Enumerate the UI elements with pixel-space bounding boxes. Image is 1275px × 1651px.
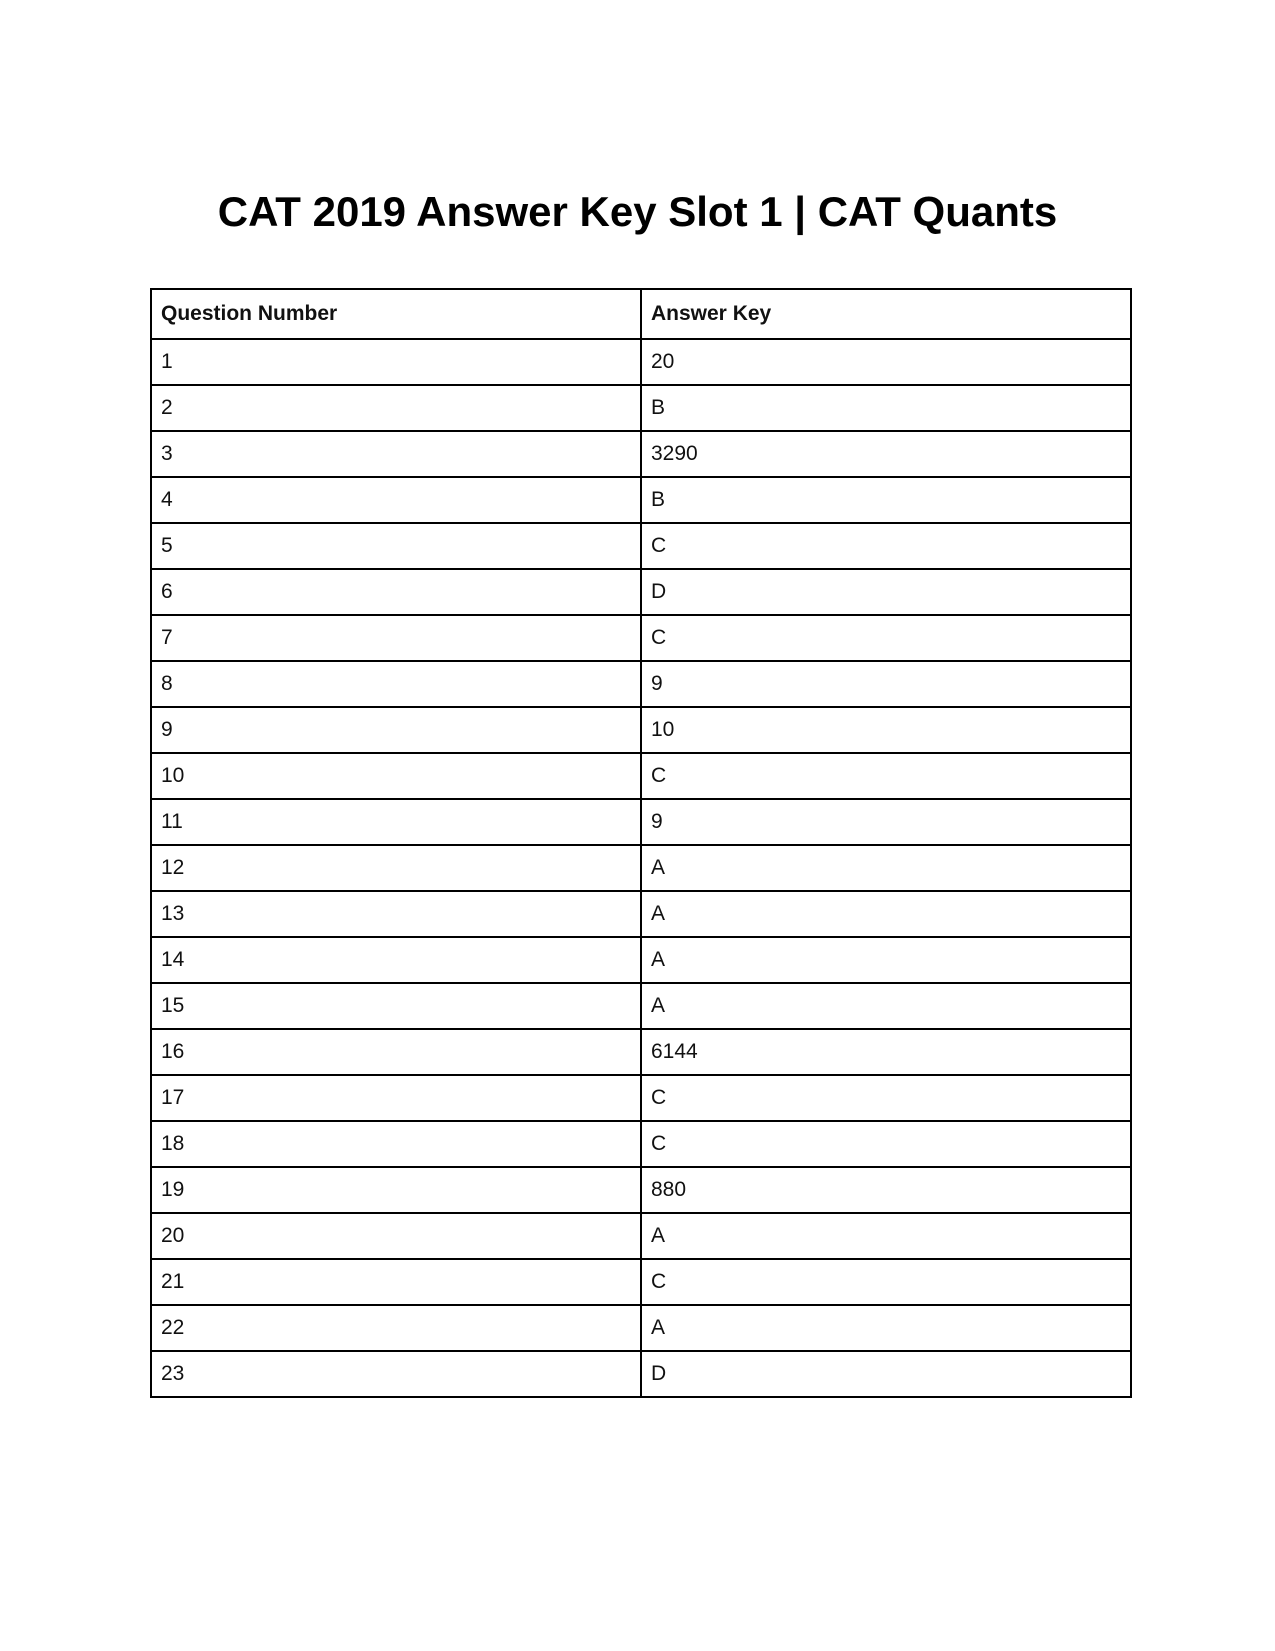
table-row (151, 385, 1131, 431)
question-number-cell: 11 (151, 799, 641, 845)
answer-key-cell: 9 (641, 799, 1131, 845)
table-row (151, 1213, 1131, 1259)
table-row (151, 1305, 1131, 1351)
answer-key-cell: 10 (641, 707, 1131, 753)
question-number-cell: 3 (151, 431, 641, 477)
answer-key-cell: 20 (641, 339, 1131, 385)
answer-key-cell: D (641, 569, 1131, 615)
table-row (151, 937, 1131, 983)
answer-key-cell: C (641, 1121, 1131, 1167)
question-number-cell: 9 (151, 707, 641, 753)
question-number-cell: 8 (151, 661, 641, 707)
question-number-cell: 19 (151, 1167, 641, 1213)
answer-key-cell: A (641, 1305, 1131, 1351)
question-number-cell: 2 (151, 385, 641, 431)
question-number-cell: 16 (151, 1029, 641, 1075)
column-header-answer-key: Answer Key (641, 289, 1131, 339)
table-row (151, 753, 1131, 799)
answer-key-cell: C (641, 1075, 1131, 1121)
question-number-cell: 23 (151, 1351, 641, 1397)
table-row (151, 661, 1131, 707)
answer-key-cell: B (641, 477, 1131, 523)
question-number-cell: 17 (151, 1075, 641, 1121)
table-row (151, 569, 1131, 615)
question-number-cell: 15 (151, 983, 641, 1029)
question-number-cell: 22 (151, 1305, 641, 1351)
question-number-cell: 14 (151, 937, 641, 983)
answer-key-cell: B (641, 385, 1131, 431)
table-header-row (151, 289, 1131, 339)
table-row (151, 1259, 1131, 1305)
answer-key-cell: C (641, 615, 1131, 661)
question-number-cell: 1 (151, 339, 641, 385)
table-row (151, 1029, 1131, 1075)
answer-key-cell: C (641, 1259, 1131, 1305)
answer-key-cell: 3290 (641, 431, 1131, 477)
answer-key-table (150, 288, 1132, 1398)
answer-key-cell: 880 (641, 1167, 1131, 1213)
table-row (151, 799, 1131, 845)
question-number-cell: 10 (151, 753, 641, 799)
question-number-cell: 18 (151, 1121, 641, 1167)
page-title: CAT 2019 Answer Key Slot 1 | CAT Quants (217, 188, 1058, 235)
table-row (151, 431, 1131, 477)
table-row (151, 339, 1131, 385)
table-row (151, 1167, 1131, 1213)
question-number-cell: 5 (151, 523, 641, 569)
table-row (151, 1351, 1131, 1397)
table-row (151, 1121, 1131, 1167)
question-number-cell: 4 (151, 477, 641, 523)
answer-key-cell: A (641, 891, 1131, 937)
answer-key-cell: A (641, 937, 1131, 983)
answer-key-cell: C (641, 753, 1131, 799)
table-row (151, 477, 1131, 523)
answer-key-cell: A (641, 983, 1131, 1029)
question-number-cell: 20 (151, 1213, 641, 1259)
question-number-cell: 7 (151, 615, 641, 661)
answer-key-cell: D (641, 1351, 1131, 1397)
question-number-cell: 21 (151, 1259, 641, 1305)
table-row (151, 845, 1131, 891)
table-row (151, 891, 1131, 937)
answer-key-cell: A (641, 1213, 1131, 1259)
question-number-cell: 12 (151, 845, 641, 891)
column-header-question-number: Question Number (151, 289, 641, 339)
answer-key-cell: A (641, 845, 1131, 891)
table-row (151, 983, 1131, 1029)
table-row (151, 707, 1131, 753)
table-row (151, 615, 1131, 661)
answer-key-cell: 6144 (641, 1029, 1131, 1075)
answer-key-cell: 9 (641, 661, 1131, 707)
table-row (151, 523, 1131, 569)
table-body (151, 339, 1131, 1397)
answer-key-cell: C (641, 523, 1131, 569)
question-number-cell: 13 (151, 891, 641, 937)
question-number-cell: 6 (151, 569, 641, 615)
table-row (151, 1075, 1131, 1121)
